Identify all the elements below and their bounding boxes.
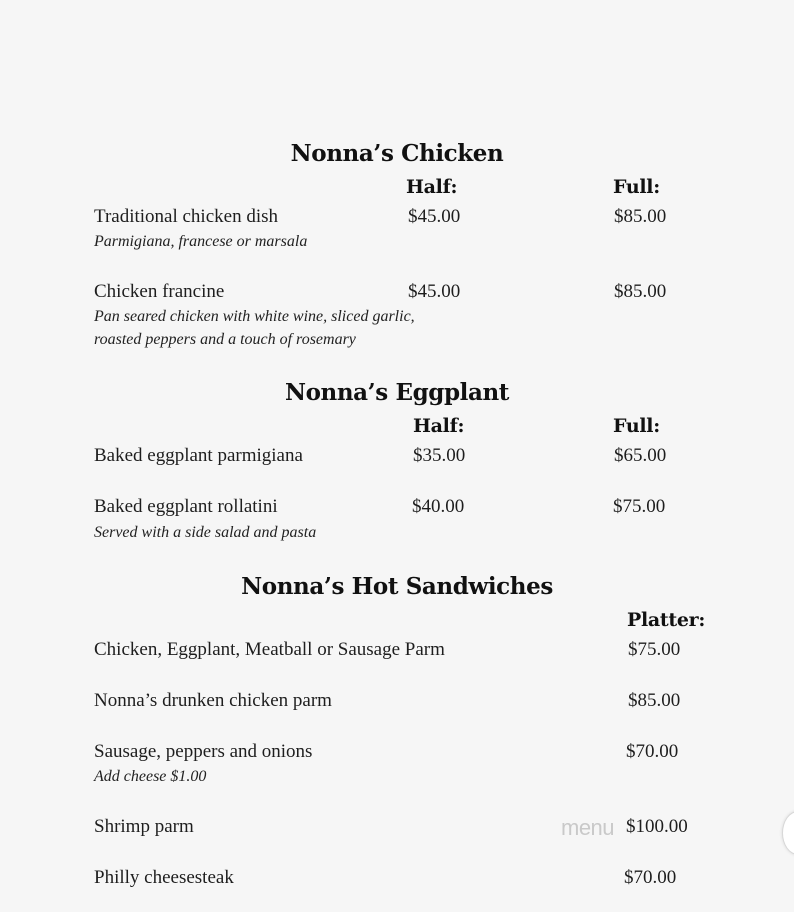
menu-item-name: Chicken, Eggplant, Meatball or Sausage Parm: [94, 639, 445, 660]
price-platter: $85.00: [628, 690, 681, 711]
menu-item-name: Philly cheesesteak: [94, 867, 234, 888]
price-platter: $100.00: [626, 816, 688, 837]
section-title-chicken: Nonna’s Chicken: [290, 140, 504, 167]
menu-item-name: Baked eggplant rollatini: [94, 496, 278, 517]
price-half: $40.00: [412, 496, 465, 517]
menu-item-name: Chicken francine: [94, 281, 225, 302]
column-header-full: Full:: [613, 176, 660, 198]
price-platter: $75.00: [628, 639, 681, 660]
menupix-watermark: menu: [561, 815, 615, 840]
price-half: $45.00: [408, 281, 461, 302]
menu-item-description: roasted peppers and a touch of rosemary: [94, 331, 356, 348]
price-full: $85.00: [614, 206, 667, 227]
column-header-platter: Platter:: [627, 609, 706, 631]
menu-item-description: Add cheese $1.00: [94, 768, 207, 785]
price-half: $35.00: [413, 445, 466, 466]
column-header-full: Full:: [613, 415, 660, 437]
menu-item-name: Traditional chicken dish: [94, 206, 278, 227]
menu-item-description: Served with a side salad and pasta: [94, 524, 317, 541]
menu-item-name: Nonna’s drunken chicken parm: [94, 690, 332, 711]
menu-item-description: Pan seared chicken with white wine, sliced garlic,: [94, 308, 415, 325]
next-page-button[interactable]: [782, 811, 794, 855]
price-full: $85.00: [614, 281, 667, 302]
menu-item-name: Shrimp parm: [94, 816, 194, 837]
price-platter: $70.00: [624, 867, 677, 888]
section-title-eggplant: Nonna’s Eggplant: [284, 379, 510, 406]
price-full: $65.00: [614, 445, 667, 466]
column-header-half: Half:: [413, 415, 465, 437]
price-full: $75.00: [613, 496, 666, 517]
section-title-sandwiches: Nonna’s Hot Sandwiches: [241, 573, 553, 600]
menu-item-description: Parmigiana, francese or marsala: [94, 233, 308, 250]
menu-item-name: Sausage, peppers and onions: [94, 741, 313, 762]
menu-item-name: Baked eggplant parmigiana: [94, 445, 303, 466]
price-platter: $70.00: [626, 741, 679, 762]
column-header-half: Half:: [406, 176, 458, 198]
price-half: $45.00: [408, 206, 461, 227]
